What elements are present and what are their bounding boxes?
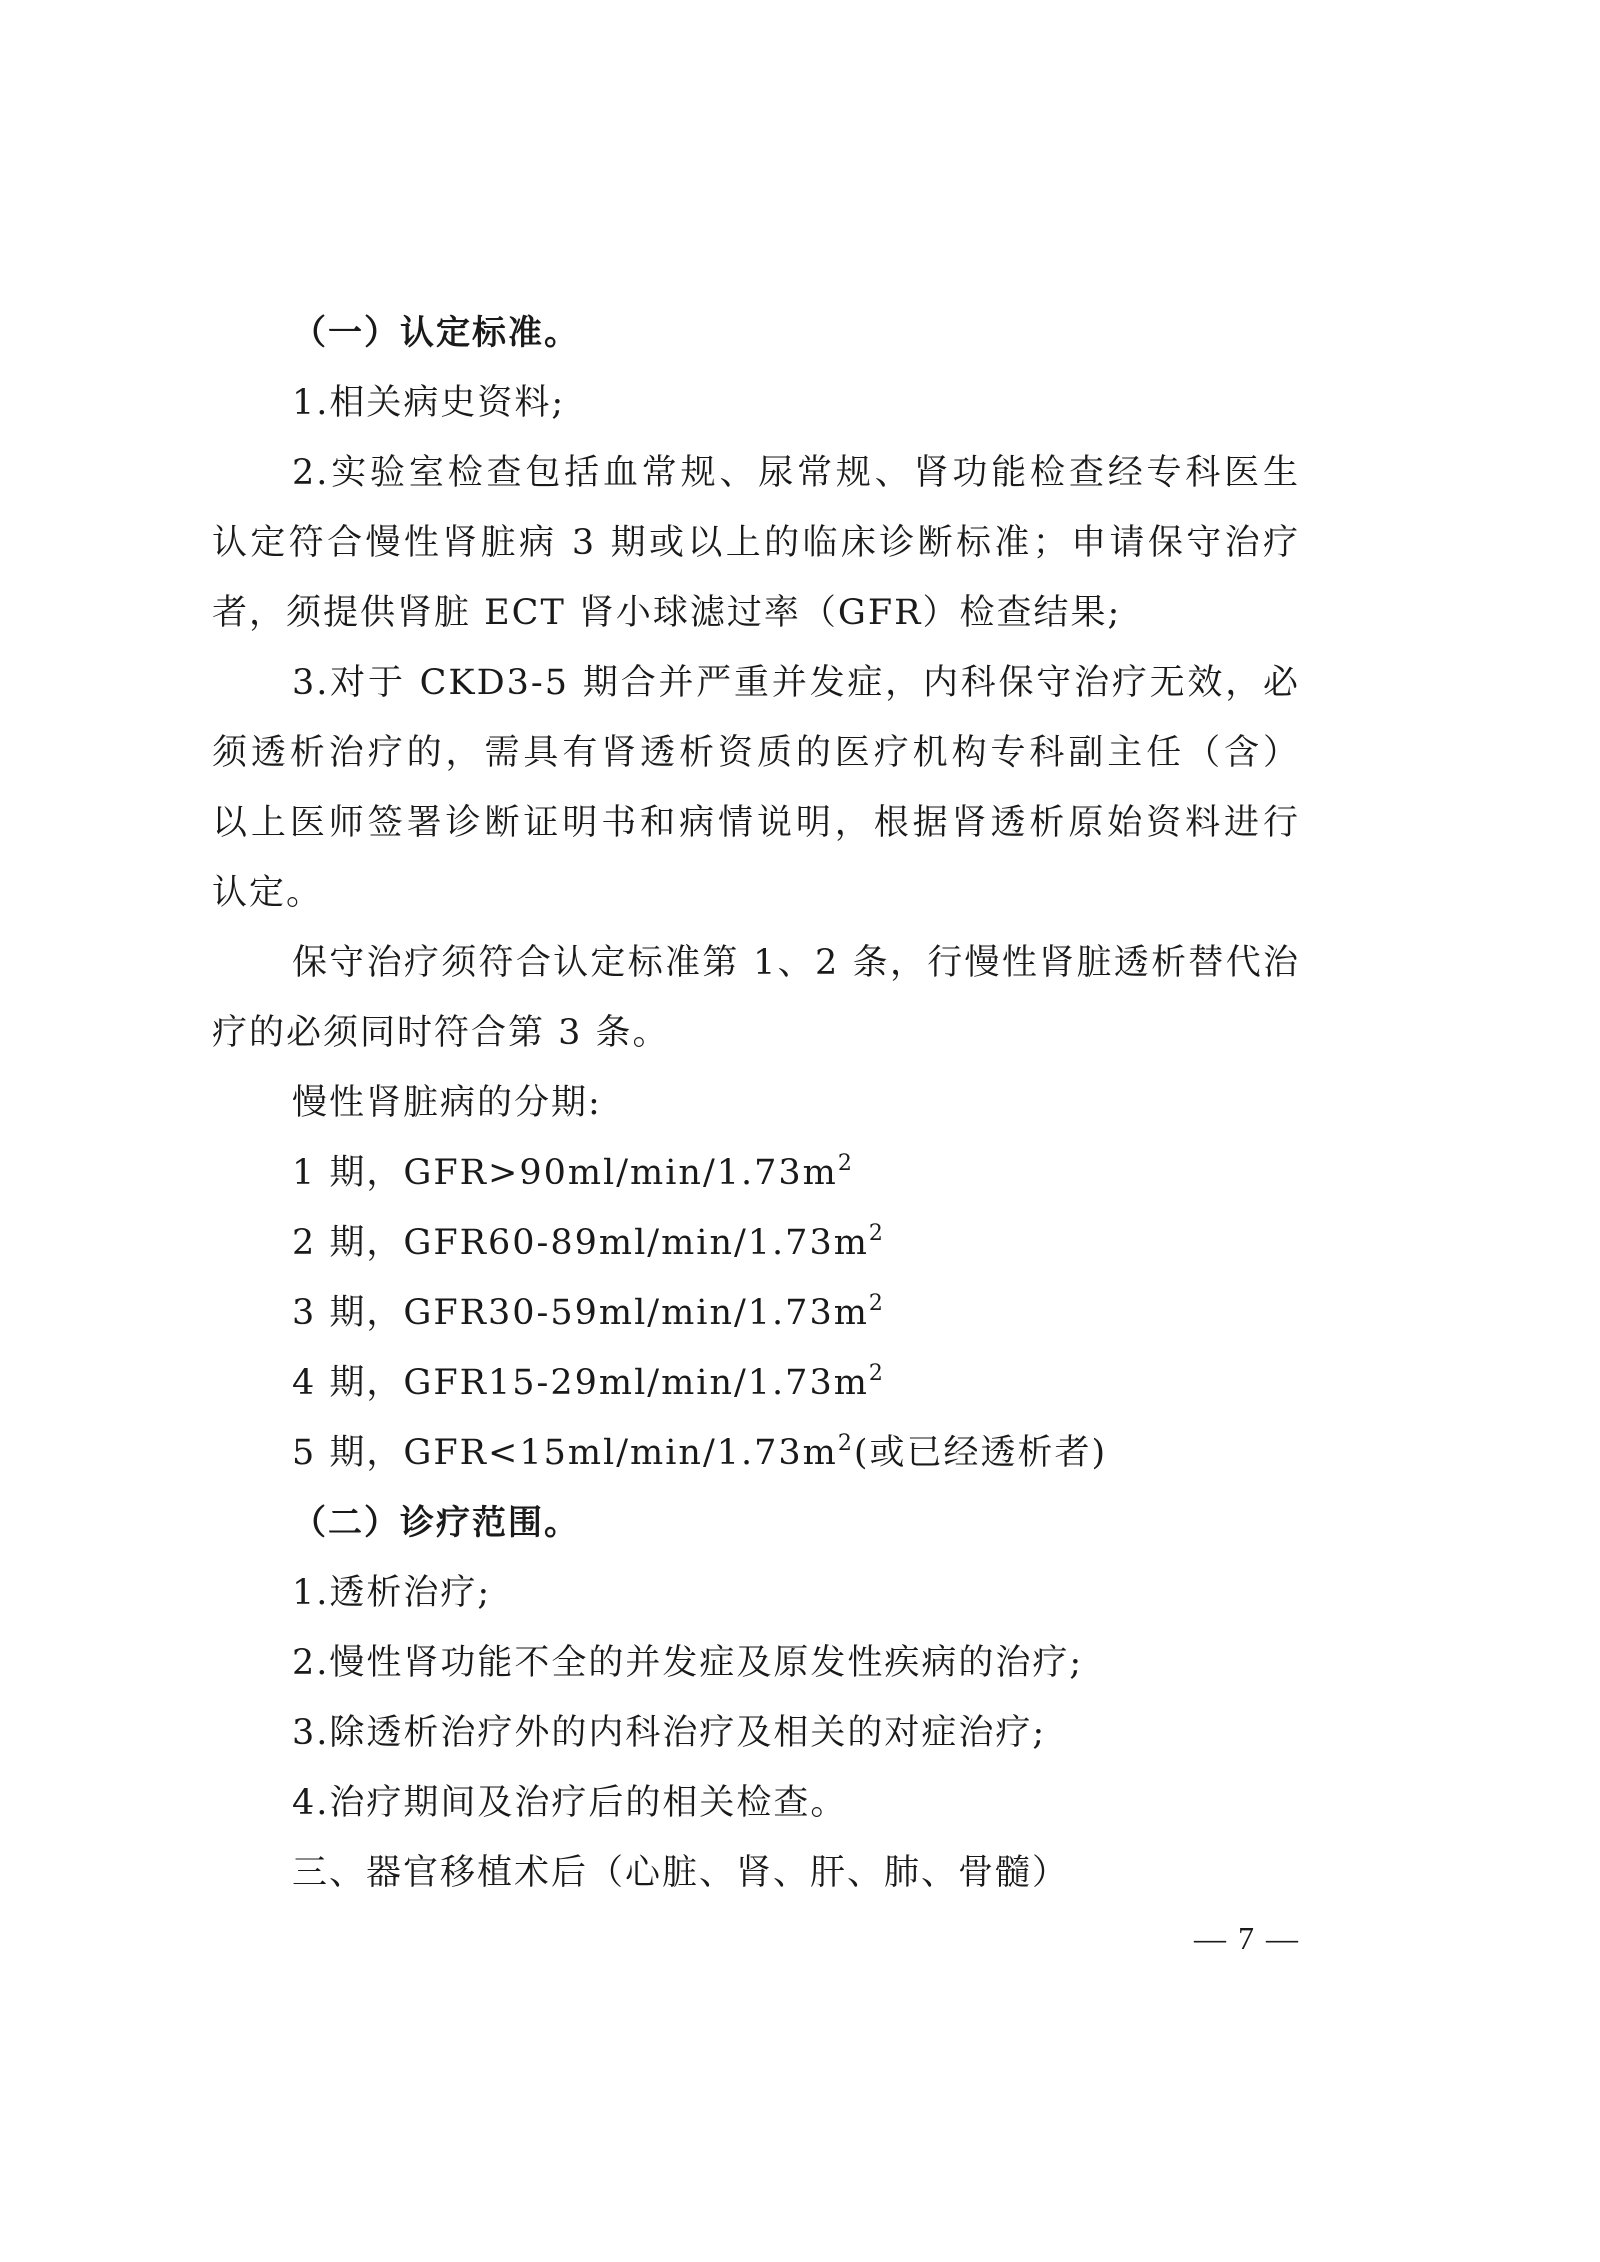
criteria-item-3-line-4: 认定。 (212, 873, 324, 913)
criteria-item-1: 1.相关病史资料; (292, 383, 566, 423)
stage-suffix: (或已经透析者) (853, 1433, 1108, 1473)
criteria-note-line-1: 保守治疗须符合认定标准第 1、2 条，行慢性肾脏透析替代治 (292, 943, 1300, 983)
section-heading-scope: （二）诊疗范围。 (292, 1503, 580, 1543)
stage-superscript: 2 (868, 1221, 885, 1246)
stage-item (212, 1138, 1300, 1208)
stage-item (212, 1348, 1300, 1418)
stage-superscript: 2 (868, 1361, 885, 1386)
staging-title: 慢性肾脏病的分期: (292, 1083, 602, 1123)
page-number: — 7 — (1194, 1920, 1300, 1956)
stage-label: 4 期，GFR15-29ml/min/1.73m (292, 1363, 869, 1403)
criteria-item-2-line-2: 认定符合慢性肾脏病 3 期或以上的临床诊断标准；申请保守治疗 (212, 523, 1300, 563)
section-heading-criteria: （一）认定标准。 (292, 313, 580, 353)
stage-superscript: 2 (837, 1431, 854, 1456)
section-heading-organ-transplant: 三、器官移植术后（心脏、肾、肝、肺、骨髓） (292, 1853, 1070, 1893)
stage-label: 2 期，GFR60-89ml/min/1.73m (292, 1223, 869, 1263)
criteria-item-2-line-1: 2.实验室检查包括血常规、尿常规、肾功能检查经专科医生 (292, 453, 1300, 493)
stage-label: 5 期，GFR<15ml/min/1.73m (292, 1433, 838, 1473)
criteria-item-2-line-3: 者，须提供肾脏 ECT 肾小球滤过率（GFR）检查结果; (212, 593, 1122, 633)
stage-item (212, 1208, 1300, 1278)
stage-item (212, 1278, 1300, 1348)
scope-item-4: 4.治疗期间及治疗后的相关检查。 (292, 1783, 848, 1823)
criteria-item-3-line-3: 以上医师签署诊断证明书和病情说明，根据肾透析原始资料进行 (212, 803, 1300, 843)
criteria-item-3-line-2: 须透析治疗的，需具有肾透析资质的医疗机构专科副主任（含） (212, 733, 1300, 773)
stage-superscript: 2 (837, 1151, 854, 1176)
stage-item (212, 1418, 1300, 1488)
criteria-note-line-2: 疗的必须同时符合第 3 条。 (212, 1013, 670, 1053)
stage-superscript: 2 (868, 1291, 885, 1316)
criteria-item-3-line-1: 3.对于 CKD3-5 期合并严重并发症，内科保守治疗无效，必 (292, 663, 1300, 703)
scope-item-3: 3.除透析治疗外的内科治疗及相关的对症治疗; (292, 1713, 1047, 1753)
stage-label: 3 期，GFR30-59ml/min/1.73m (292, 1293, 869, 1333)
document-body (212, 298, 1300, 1908)
scope-item-1: 1.透析治疗; (292, 1573, 492, 1613)
stage-label: 1 期，GFR>90ml/min/1.73m (292, 1153, 838, 1193)
scope-item-2: 2.慢性肾功能不全的并发症及原发性疾病的治疗; (292, 1643, 1084, 1683)
